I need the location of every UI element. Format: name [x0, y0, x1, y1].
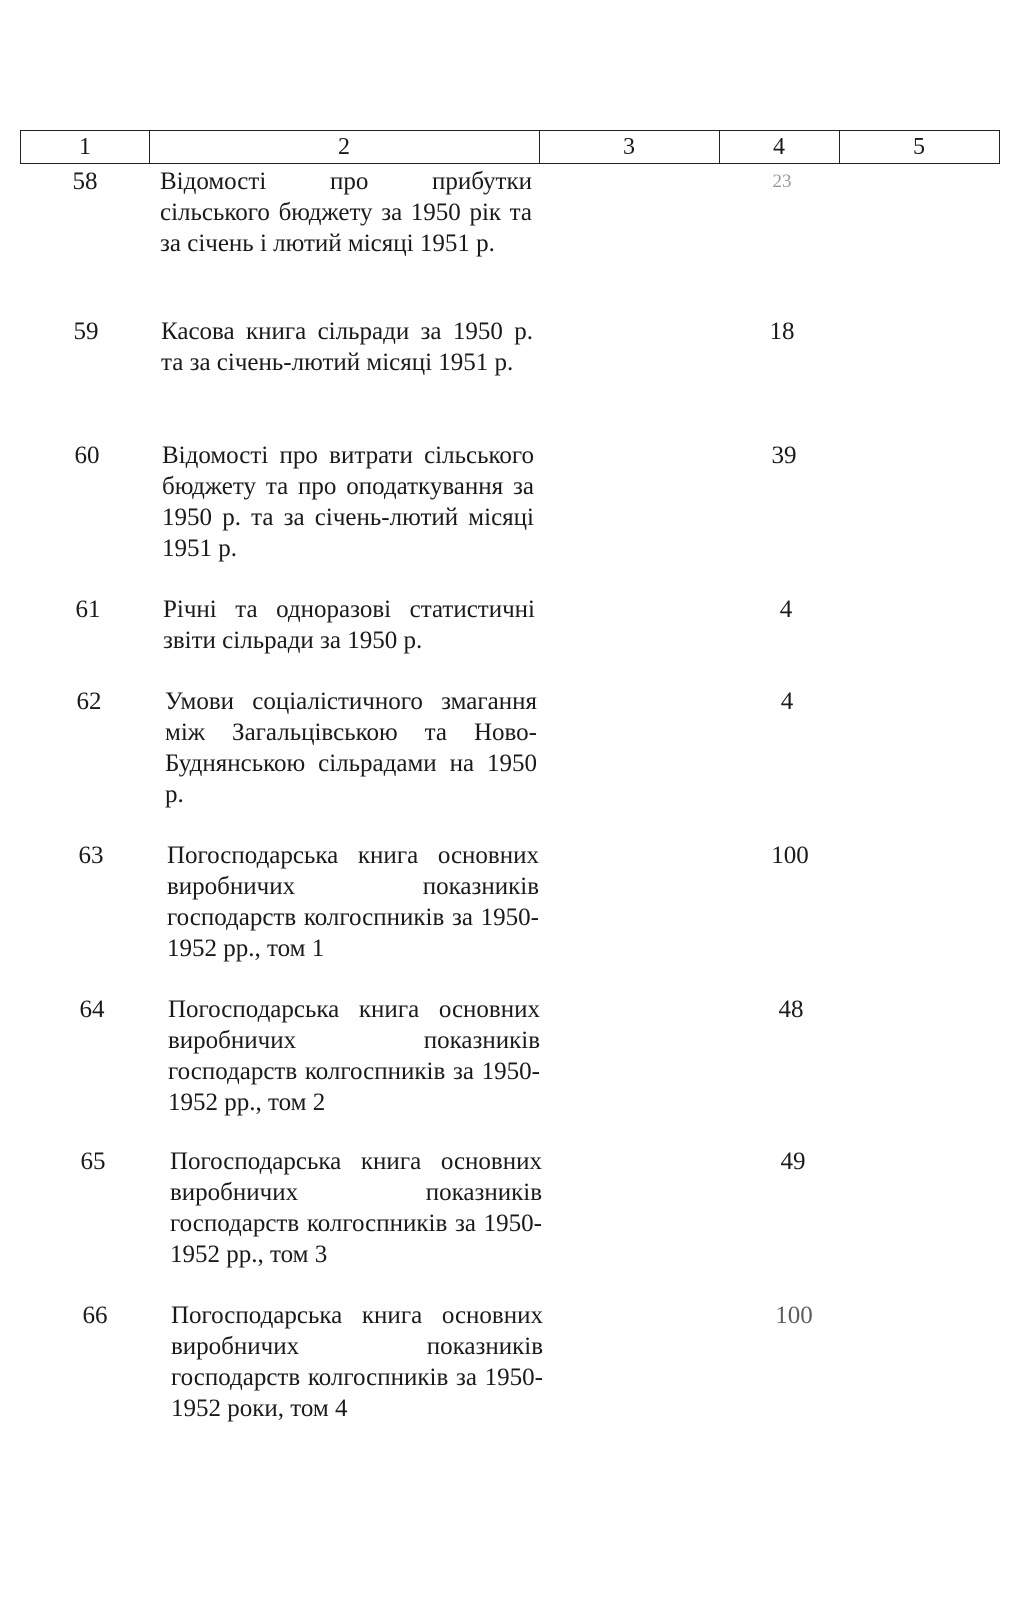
column-header-5: 5 — [913, 134, 925, 160]
file-number: 66 — [82, 1302, 108, 1329]
file-title: Касова книга сільради за 1950 р. та за січень-лютий місяці 1951 р. — [161, 318, 533, 376]
file-title: Відомості про витрати сільського бюджету та про оподаткування за 1950 р. та за січень-лютий місяці 1951 р. — [162, 442, 534, 562]
column-header-4: 4 — [773, 134, 785, 160]
file-title: Умови соціалістичного змагання між Загальцівською та Ново-Буднянською сільрадами на 1950 р. — [165, 688, 537, 808]
file-number: 64 — [79, 996, 105, 1023]
sheet-count: 100 — [771, 842, 809, 869]
file-number: 63 — [78, 842, 104, 869]
file-title: Річні та одноразові статистичні звіти сільради за 1950 р. — [163, 596, 535, 654]
file-title: Погосподарська книга основних виробничих показників господарств колгоспників за 1950-1952 роки, том 4 — [171, 1302, 543, 1422]
file-number: 65 — [80, 1148, 106, 1175]
file-title: Погосподарська книга основних виробничих показників господарств колгоспників за 1950-1952 рр., том 3 — [170, 1148, 542, 1268]
file-number: 62 — [76, 688, 102, 715]
sheet-count: 39 — [771, 442, 797, 469]
table-header — [20, 130, 1000, 164]
file-number: 60 — [74, 442, 100, 469]
column-header-3: 3 — [623, 134, 635, 160]
file-title: Погосподарська книга основних виробничих показників господарств колгоспників за 1950-1952 рр., том 1 — [167, 842, 539, 962]
sheet-count: 23 — [772, 171, 792, 192]
sheet-count: 49 — [780, 1148, 806, 1175]
file-title: Погосподарська книга основних виробничих показників господарств колгоспників за 1950-1952 рр., том 2 — [168, 996, 540, 1116]
sheet-count: 100 — [775, 1302, 813, 1329]
file-title: Відомості про прибутки сільського бюджету за 1950 рік та за січень і лютий місяці 1951 р. — [160, 168, 532, 257]
file-number: 59 — [73, 318, 99, 345]
sheet-count: 4 — [780, 688, 794, 715]
column-header-2: 2 — [338, 134, 350, 160]
sheet-count: 18 — [769, 318, 795, 345]
file-number: 61 — [75, 596, 101, 623]
column-header-1: 1 — [79, 134, 91, 160]
file-number: 58 — [72, 168, 98, 195]
sheet-count: 48 — [778, 996, 804, 1023]
sheet-count: 4 — [779, 596, 793, 623]
